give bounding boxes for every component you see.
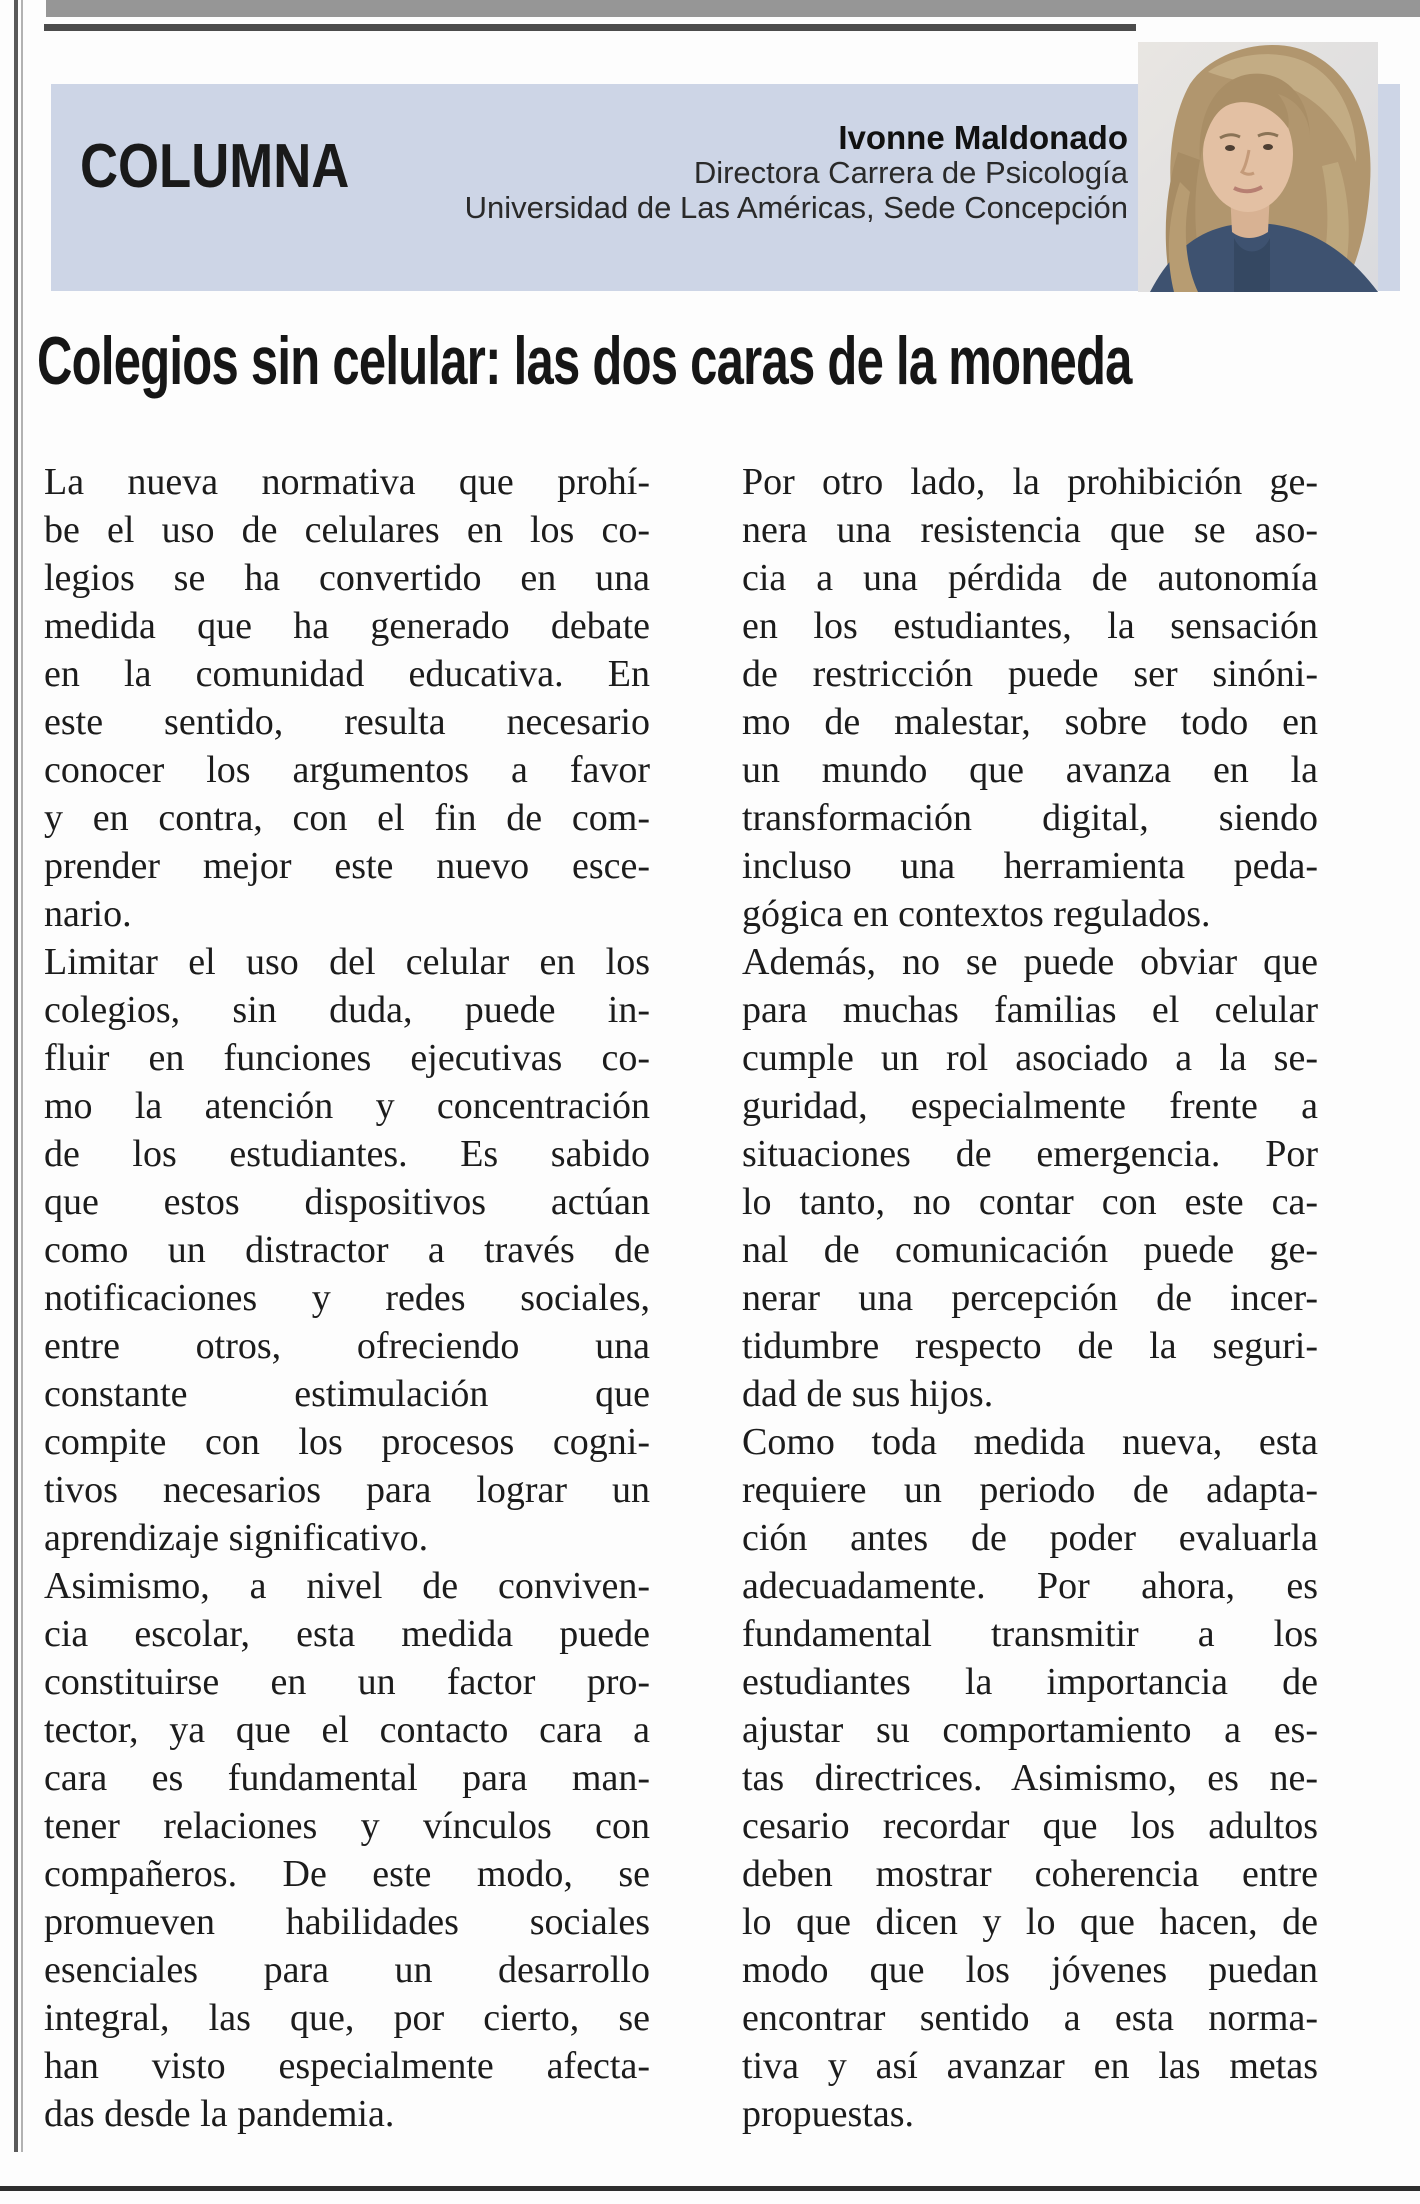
text-line: compite con los procesos cogni- — [44, 1421, 650, 1463]
text-line: integral, las que, por cierto, se — [44, 1997, 650, 2039]
left-edge-rule-dark — [14, 0, 18, 2152]
text-line: situaciones de emergencia. Por — [742, 1133, 1318, 1175]
text-line: La nueva normativa que prohí- — [44, 461, 650, 503]
text-line: cumple un rol asociado a la se- — [742, 1037, 1318, 1079]
text-line: constituirse en un factor pro- — [44, 1661, 650, 1703]
text-line: cia escolar, esta medida puede — [44, 1613, 650, 1655]
text-line: y en contra, con el fin de com- — [44, 797, 650, 839]
text-line: tector, ya que el contacto cara a — [44, 1709, 650, 1751]
text-line: compañeros. De este modo, se — [44, 1853, 650, 1895]
text-line: adecuadamente. Por ahora, es — [742, 1565, 1318, 1607]
text-line: dad de sus hijos. — [742, 1373, 994, 1415]
text-line: estudiantes la importancia de — [742, 1661, 1318, 1703]
text-line: Limitar el uso del celular en los — [44, 941, 650, 983]
text-line: modo que los jóvenes puedan — [742, 1949, 1318, 1991]
text-line: fluir en funciones ejecutivas co- — [44, 1037, 650, 1079]
text-line: Como toda medida nueva, esta — [742, 1421, 1318, 1463]
text-line: guridad, especialmente frente a — [742, 1085, 1318, 1127]
top-rule — [44, 24, 1136, 31]
text-line: mo de malestar, sobre todo en — [742, 701, 1318, 743]
left-edge-rule-light — [21, 0, 23, 2152]
text-line: como un distractor a través de — [44, 1229, 650, 1271]
text-line: en los estudiantes, la sensación — [742, 605, 1318, 647]
text-line: este sentido, resulta necesario — [44, 701, 650, 743]
text-line: para muchas familias el celular — [742, 989, 1318, 1031]
text-line: incluso una herramienta peda- — [742, 845, 1318, 887]
text-line: cesario recordar que los adultos — [742, 1805, 1318, 1847]
text-line: deben mostrar coherencia entre — [742, 1853, 1318, 1895]
portrait-illustration — [1138, 42, 1378, 292]
author-role: Directora Carrera de Psicología — [693, 155, 1128, 190]
text-line: han visto especialmente afecta- — [44, 2045, 650, 2087]
text-line: notificaciones y redes sociales, — [44, 1277, 650, 1319]
text-line: be el uso de celulares en los co- — [44, 509, 650, 551]
text-line: colegios, sin duda, puede in- — [44, 989, 650, 1031]
text-line: tiva y así avanzar en las metas — [742, 2045, 1318, 2087]
article-column-right — [742, 458, 1318, 2138]
text-line: en la comunidad educativa. En — [44, 653, 650, 695]
text-line: propuestas. — [742, 2093, 915, 2135]
bottom-rule — [0, 2186, 1420, 2191]
text-line: constante estimulación que — [44, 1373, 650, 1415]
text-line: das desde la pandemia. — [44, 2093, 395, 2135]
text-line: legios se ha convertido en una — [44, 557, 650, 599]
text-line: Además, no se puede obviar que — [742, 941, 1318, 983]
text-line: tivos necesarios para lograr un — [44, 1469, 650, 1511]
text-line: nerar una percepción de incer- — [742, 1277, 1318, 1319]
article-column-left — [44, 458, 650, 2138]
text-line: transformación digital, siendo — [742, 797, 1318, 839]
text-line: encontrar sentido a esta norma- — [742, 1997, 1318, 2039]
text-line: de los estudiantes. Es sabido — [44, 1133, 650, 1175]
text-line: entre otros, ofreciendo una — [44, 1325, 650, 1367]
text-line: nario. — [44, 893, 132, 935]
text-line: un mundo que avanza en la — [742, 749, 1318, 791]
text-line: tener relaciones y vínculos con — [44, 1805, 650, 1847]
text-line: cia a una pérdida de autonomía — [742, 557, 1318, 599]
column-kicker: COLUMNA — [80, 132, 350, 201]
text-line: lo que dicen y lo que hacen, de — [742, 1901, 1318, 1943]
text-line: ajustar su comportamiento a es- — [742, 1709, 1318, 1751]
author-photo — [1138, 42, 1378, 292]
text-line: lo tanto, no contar con este ca- — [742, 1181, 1318, 1223]
author-name: Ivonne Maldonado — [838, 119, 1128, 156]
text-line: fundamental transmitir a los — [742, 1613, 1318, 1655]
text-line: mo la atención y concentración — [44, 1085, 650, 1127]
text-line: aprendizaje significativo. — [44, 1517, 429, 1559]
text-line: nal de comunicación puede ge- — [742, 1229, 1318, 1271]
text-line: tas directrices. Asimismo, es ne- — [742, 1757, 1318, 1799]
text-line: Por otro lado, la prohibición ge- — [742, 461, 1318, 503]
text-line: cara es fundamental para man- — [44, 1757, 650, 1799]
article-headline: Colegios sin celular: las dos caras de la moneda — [37, 323, 1132, 399]
author-block — [465, 120, 1128, 225]
author-organization: Universidad de Las Américas, Sede Concepción — [464, 190, 1128, 225]
text-line: promueven habilidades sociales — [44, 1901, 650, 1943]
text-line: prender mejor este nuevo esce- — [44, 845, 650, 887]
text-line: requiere un periodo de adapta- — [742, 1469, 1318, 1511]
text-line: que estos dispositivos actúan — [44, 1181, 650, 1223]
text-line: esenciales para un desarrollo — [44, 1949, 650, 1991]
text-line: ción antes de poder evaluarla — [742, 1517, 1318, 1559]
text-line: nera una resistencia que se aso- — [742, 509, 1318, 551]
text-line: medida que ha generado debate — [44, 605, 650, 647]
top-gray-bar — [46, 0, 1420, 17]
text-line: de restricción puede ser sinóni- — [742, 653, 1318, 695]
text-line: Asimismo, a nivel de conviven- — [44, 1565, 650, 1607]
text-line: tidumbre respecto de la seguri- — [742, 1325, 1318, 1367]
text-line: gógica en contextos regulados. — [742, 893, 1211, 935]
text-line: conocer los argumentos a favor — [44, 749, 650, 791]
